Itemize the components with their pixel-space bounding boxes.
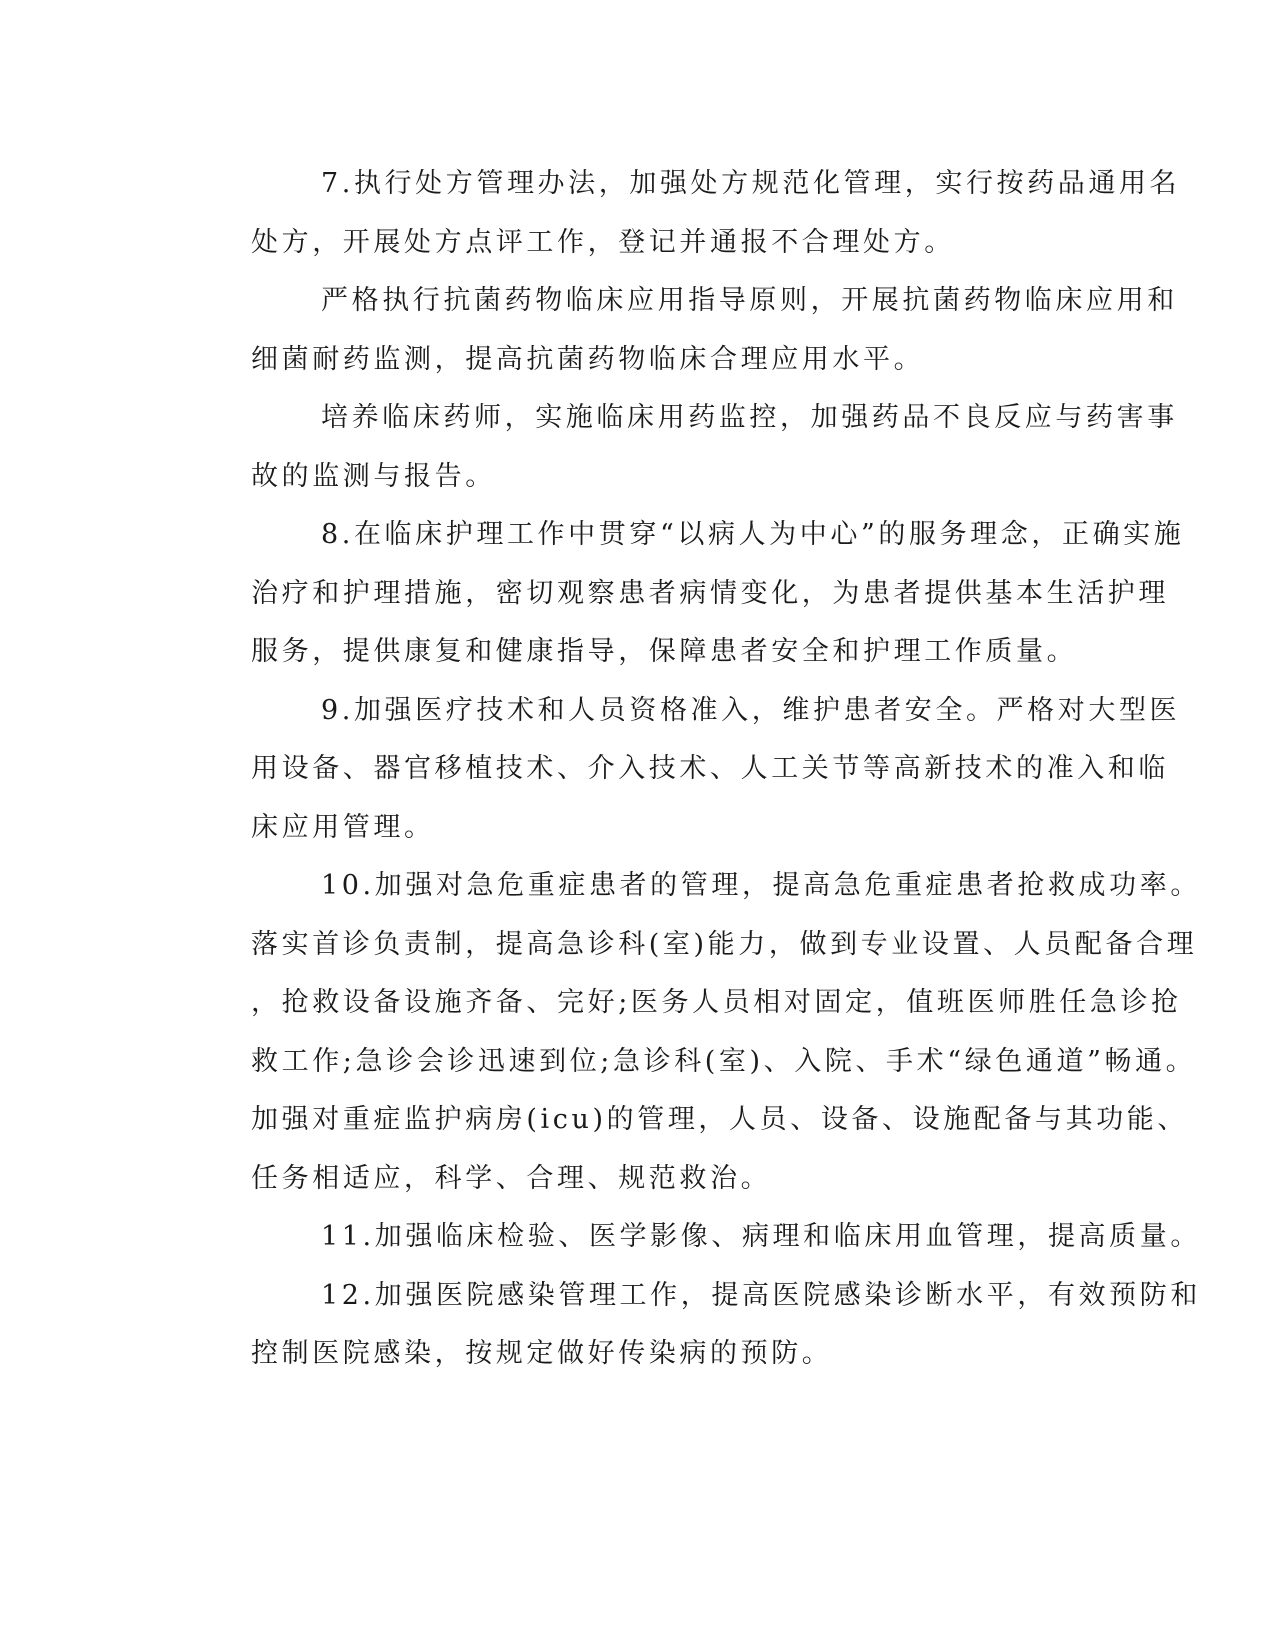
paragraph-line: 故的监测与报告。 — [251, 460, 496, 492]
paragraph-line: 服务，提供康复和健康指导，保障患者安全和护理工作质量。 — [251, 636, 1078, 667]
paragraph-line: 用设备、器官移植技术、介入技术、人工关节等高新技术的准入和临 — [251, 753, 1169, 784]
paragraph-line: 培养临床药师，实施临床用药监控，加强药品不良反应与药害事 — [321, 402, 1178, 433]
paragraph-antibiotics — [181, 272, 1178, 389]
paragraph-line: 床应用管理。 — [251, 811, 435, 843]
paragraph-line: 12.加强医院感染管理工作，提高医院感染诊断水平，有效预防和 — [321, 1279, 1201, 1311]
paragraph-pharmacist — [181, 389, 1178, 506]
paragraph-line: 任务相适应，科学、合理、规范救治。 — [251, 1162, 772, 1194]
paragraph-line: 落实首诊负责制，提高急诊科(室)能力，做到专业设置、人员配备合理 — [251, 928, 1198, 960]
paragraph-line: 治疗和护理措施，密切观察患者病情变化，为患者提供基本生活护理 — [251, 577, 1169, 609]
paragraph-line: 加强对重症监护病房(icu)的管理，人员、设备、设施配备与其功能、 — [251, 1104, 1189, 1135]
paragraph-line: 处方，开展处方点评工作，登记并通报不合理处方。 — [251, 226, 955, 258]
paragraph-line: 10.加强对急危重症患者的管理，提高急危重症患者抢救成功率。 — [321, 870, 1201, 901]
paragraph-12 — [181, 1267, 1201, 1384]
paragraph-line: 救工作;急诊会诊迅速到位;急诊科(室)、入院、手术“绿色通道”畅通。 — [251, 1045, 1197, 1077]
paragraph-8 — [181, 506, 1185, 682]
paragraph-line: 11.加强临床检验、医学影像、病理和临床用血管理，提高质量。 — [321, 1221, 1201, 1252]
paragraph-line: 9.加强医疗技术和人员资格准入，维护患者安全。严格对大型医 — [321, 694, 1181, 726]
paragraph-line: 8.在临床护理工作中贯穿“以病人为中心”的服务理念，正确实施 — [321, 519, 1185, 550]
paragraph-11 — [181, 1208, 1201, 1267]
paragraph-line: 细菌耐药监测，提高抗菌药物临床合理应用水平。 — [251, 343, 925, 375]
paragraph-line: ，抢救设备设施齐备、完好;医务人员相对固定，值班医师胜任急诊抢 — [251, 987, 1182, 1018]
paragraph-10 — [181, 857, 1201, 1208]
paragraph-9 — [181, 682, 1181, 858]
paragraph-line: 控制医院感染，按规定做好传染病的预防。 — [251, 1338, 833, 1369]
document-body — [181, 155, 1201, 1384]
paragraph-line: 严格执行抗菌药物临床应用指导原则，开展抗菌药物临床应用和 — [321, 285, 1178, 316]
paragraph-line: 7.执行处方管理办法，加强处方规范化管理，实行按药品通用名 — [321, 168, 1181, 199]
paragraph-7 — [181, 155, 1181, 272]
